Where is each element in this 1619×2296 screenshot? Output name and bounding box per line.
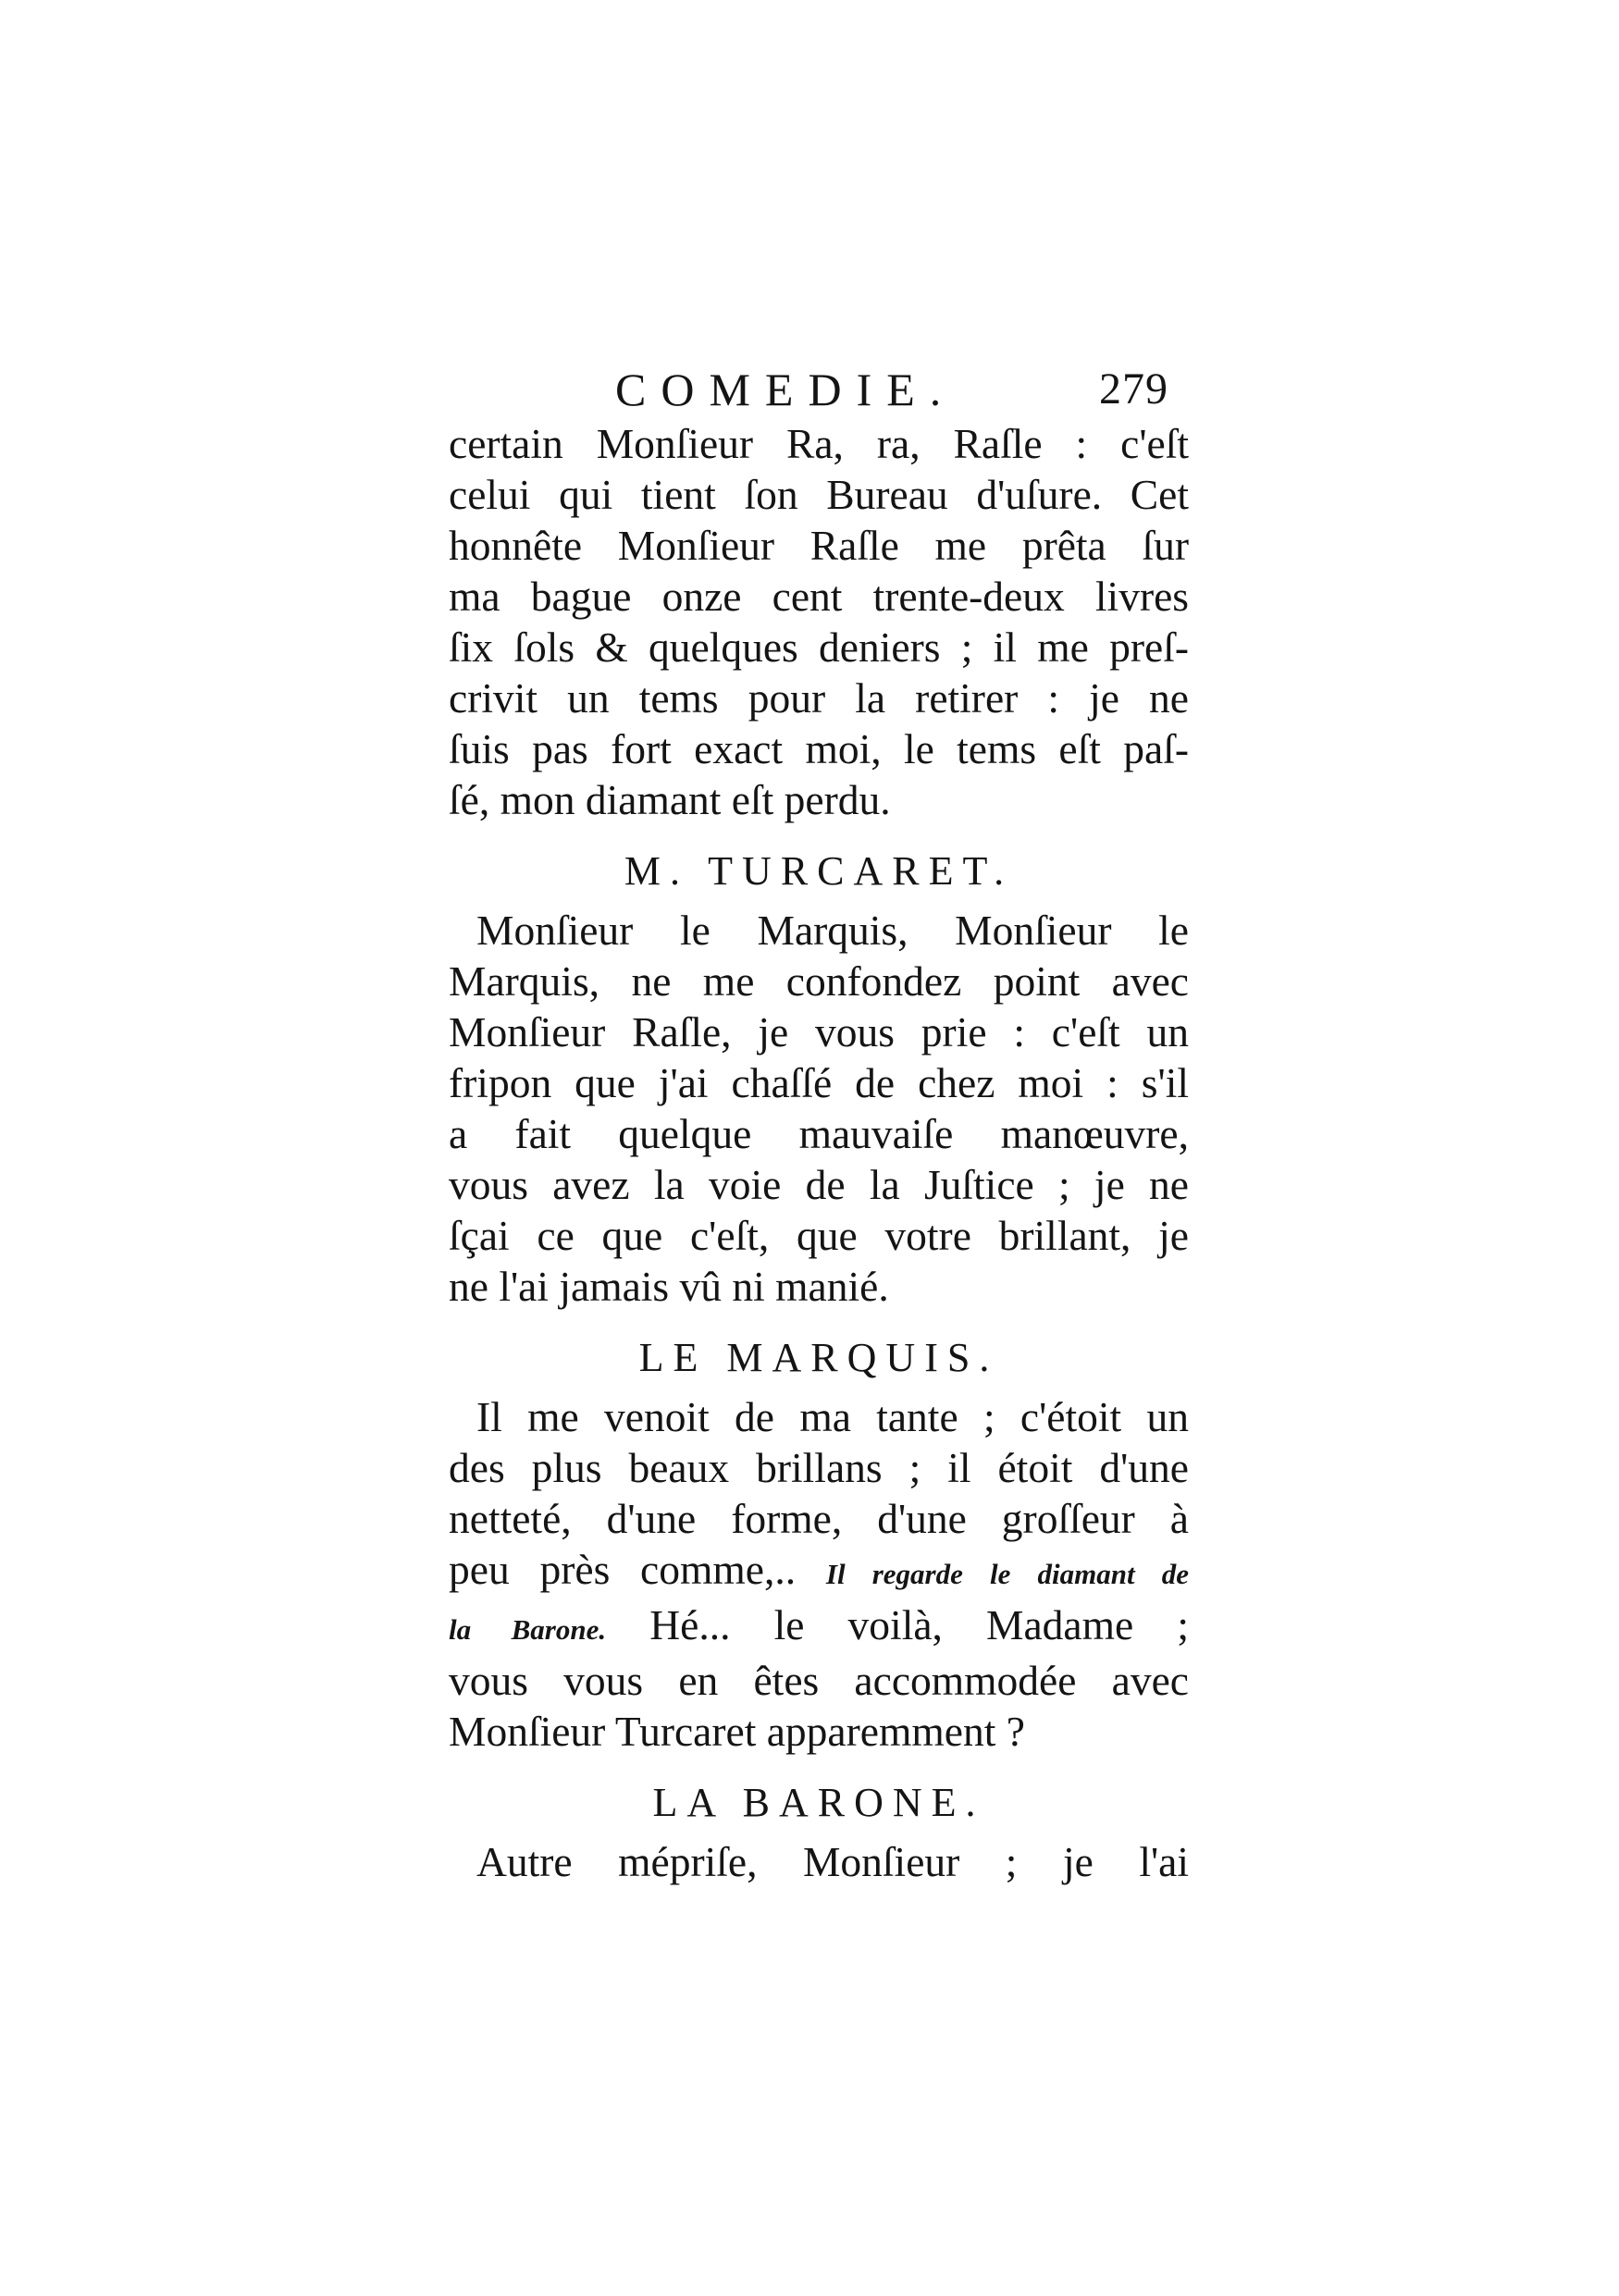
text-line: Monſieur Raſle, je vous prie : c'eſt un bbox=[449, 1008, 1189, 1055]
speech-marquis bbox=[449, 1391, 1189, 1757]
text-line: crivit un tems pour la retirer : je ne bbox=[449, 674, 1189, 722]
text-line: honnête Monſieur Raſle me prêta ſur bbox=[449, 522, 1189, 569]
text-line: des plus beaux brillans ; il étoit d'une bbox=[449, 1444, 1189, 1491]
stage-direction: Il regarde le diamant de bbox=[825, 1558, 1189, 1590]
text-line-part: peu près comme,.. bbox=[449, 1546, 826, 1593]
continued-speech bbox=[449, 418, 1189, 825]
text-line: ma bague onze cent trente-deux livres bbox=[449, 573, 1189, 620]
text-line: Autre mépriſe, Monſieur ; je l'ai bbox=[476, 1838, 1189, 1885]
text-line: Marquis, ne me confondez point avec bbox=[449, 957, 1189, 1005]
text-line: ne l'ai jamais vû ni manié. bbox=[449, 1263, 889, 1310]
book-page bbox=[449, 361, 1189, 1887]
text-line-with-stage-direction bbox=[449, 1544, 1189, 1599]
text-line: celui qui tient ſon Bureau d'uſure. Cet bbox=[449, 471, 1189, 518]
text-line: vous vous en êtes accommodée avec bbox=[449, 1657, 1189, 1704]
speech-barone bbox=[449, 1836, 1189, 1887]
text-line: ſé, mon diamant eſt perdu. bbox=[449, 776, 891, 823]
running-title: COMEDIE. bbox=[615, 364, 957, 415]
speaker-heading-barone: LA BARONE. bbox=[652, 1780, 985, 1825]
text-line-part: Hé... le voilà, Madame ; bbox=[606, 1601, 1189, 1648]
text-line: a fait quelque mauvaiſe manœuvre, bbox=[449, 1110, 1189, 1157]
speaker-heading-marquis: LE MARQUIS. bbox=[638, 1335, 999, 1380]
text-line: ſçai ce que c'eſt, que votre brillant, je bbox=[449, 1212, 1189, 1259]
speech-turcaret bbox=[449, 905, 1189, 1312]
text-line: ſix ſols & quelques deniers ; il me preſ- bbox=[449, 623, 1189, 671]
running-head bbox=[449, 361, 1189, 418]
text-line: fripon que j'ai chaſſé de chez moi : s'il bbox=[449, 1059, 1189, 1106]
text-line: netteté, d'une forme, d'une groſſeur à bbox=[449, 1495, 1189, 1542]
text-line: certain Monſieur Ra, ra, Raſle : c'eſt bbox=[449, 420, 1189, 467]
page-number: 279 bbox=[1099, 364, 1168, 414]
text-line: Il me venoit de ma tante ; c'étoit un bbox=[476, 1393, 1189, 1440]
text-line: Monſieur Turcaret apparemment ? bbox=[449, 1708, 1025, 1755]
stage-direction: la Barone. bbox=[449, 1613, 607, 1646]
text-line: ſuis pas fort exact moi, le tems eſt paſ- bbox=[449, 725, 1189, 772]
text-line-with-stage-direction bbox=[449, 1599, 1189, 1655]
text-line: vous avez la voie de la Juſtice ; je ne bbox=[449, 1161, 1189, 1208]
speaker-heading-turcaret: M. TURCARET. bbox=[624, 848, 1014, 894]
text-line: Monſieur le Marquis, Monſieur le bbox=[476, 907, 1189, 954]
